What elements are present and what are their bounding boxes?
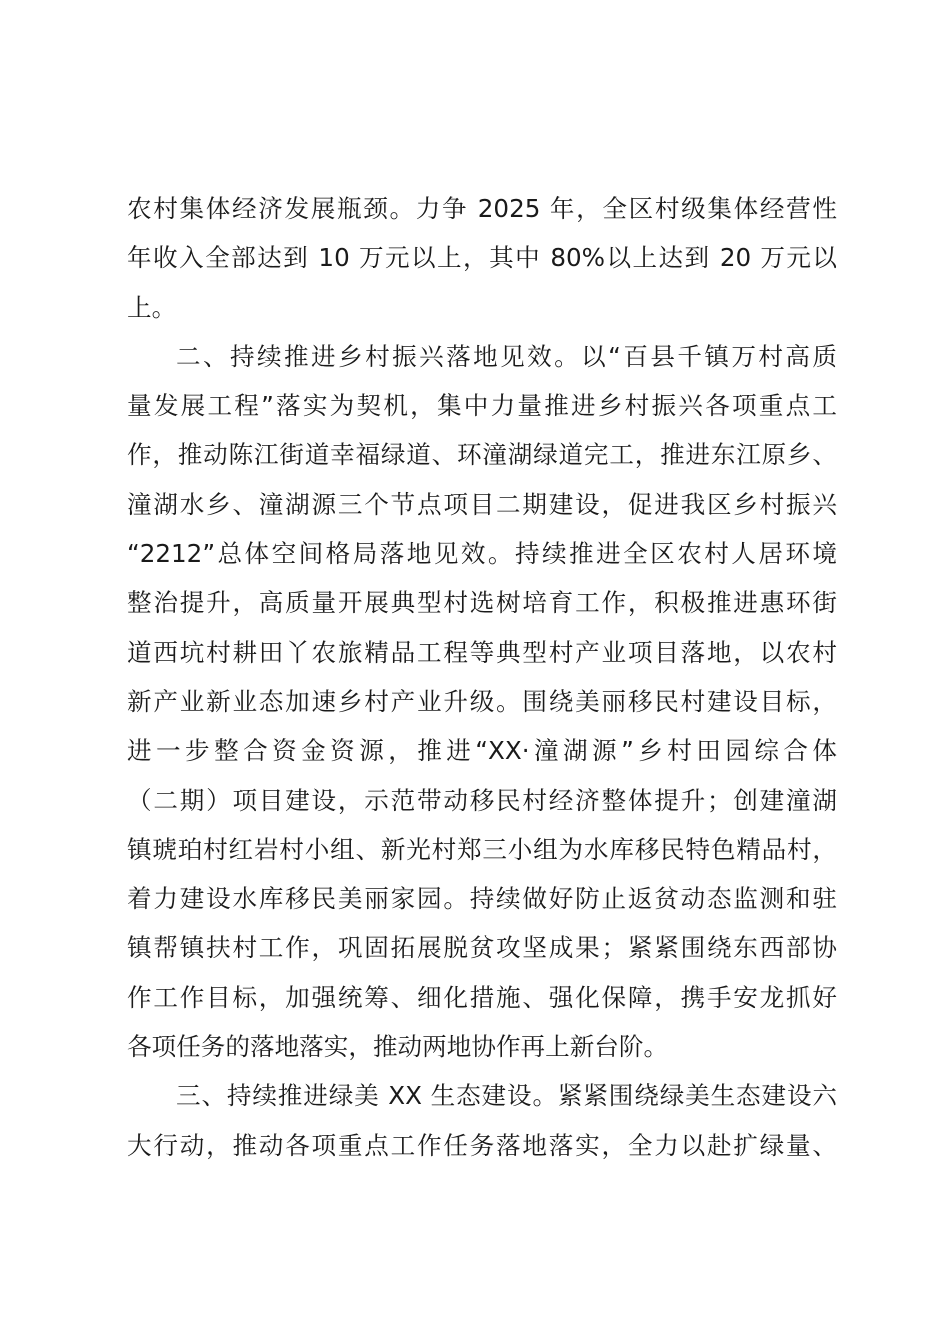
body-line: 整治提升，高质量开展典型村选树培育工作，积极推进惠环街 [127,588,837,618]
body-line: 进一步整合资金资源，推进“XX·潼湖源”乡村田园综合体 [127,736,837,766]
body-line: “2212”总体空间格局落地见效。持续推进全区农村人居环境 [127,539,837,569]
body-line: 农村集体经济发展瓶颈。力争 2025 年，全区村级集体经营性 [127,194,837,223]
body-line: 上。 [127,292,177,322]
body-line: 镇帮镇扶村工作，巩固拓展脱贫攻坚成果；紧紧围绕东西部协 [127,933,837,963]
body-line: 大行动，推动各项重点工作任务落地落实，全力以赴扩绿量、 [127,1130,837,1160]
section-two-heading-line: 二、持续推进乡村振兴落地见效。以“百县千镇万村高质 [176,341,837,371]
section-three-heading-line: 三、持续推进绿美 XX 生态建设。紧紧围绕绿美生态建设六 [176,1081,837,1111]
body-line: 镇琥珀村红岩村小组、新光村郑三小组为水库移民特色精品村， [127,834,837,864]
body-line: 各项任务的落地落实，推动两地协作再上新台阶。 [127,1032,669,1062]
body-line: （二期）项目建设，示范带动移民村经济整体提升；创建潼湖 [127,785,837,815]
body-line: 着力建设水库移民美丽家园。持续做好防止返贫动态监测和驻 [127,884,837,914]
body-line: 年收入全部达到 10 万元以上，其中 80%以上达到 20 万元以 [127,243,837,273]
body-line: 作，推动陈江街道幸福绿道、环潼湖绿道完工，推进东江原乡、 [127,440,837,470]
body-line: 潼湖水乡、潼湖源三个节点项目二期建设，促进我区乡村振兴 [127,489,837,519]
document-body [127,184,837,1170]
body-line: 新产业新业态加速乡村产业升级。围绕美丽移民村建设目标， [127,686,837,716]
body-line: 作工作目标，加强统筹、细化措施、强化保障，携手安龙抓好 [127,982,837,1012]
body-line: 道西坑村耕田丫农旅精品工程等典型村产业项目落地，以农村 [127,637,837,667]
body-line: 量发展工程”落实为契机，集中力量推进乡村振兴各项重点工 [127,391,837,421]
